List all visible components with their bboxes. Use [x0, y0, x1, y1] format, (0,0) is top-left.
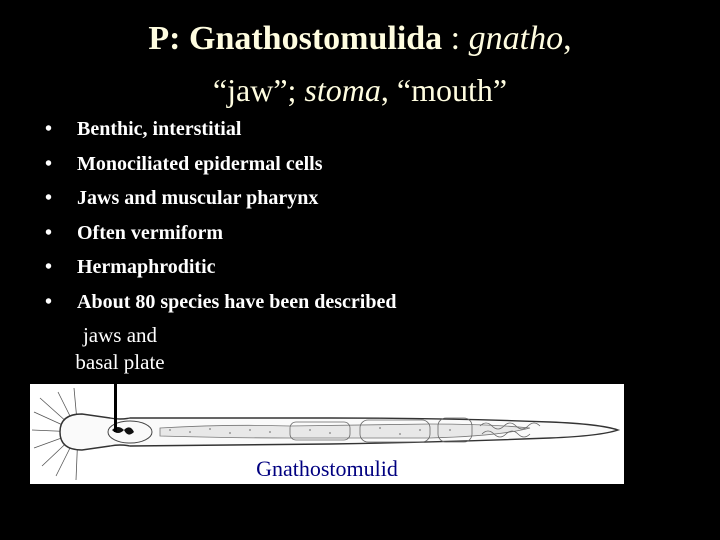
gut: [160, 424, 530, 438]
callout-line2: basal plate: [75, 350, 165, 374]
bullet-text: Jaws and muscular pharynx: [77, 187, 319, 210]
bullet-item: [45, 185, 396, 220]
title-jaw: “jaw”;: [212, 72, 305, 108]
bullet-dot: •: [45, 256, 53, 279]
callout-pointer-line: [114, 382, 117, 432]
title-gnatho: gnatho: [468, 20, 564, 57]
bullet-dot: •: [45, 221, 53, 244]
slide-title-line1: [0, 20, 720, 58]
bullet-item: [45, 151, 396, 186]
bullet-item: [45, 289, 396, 324]
title-taxon: P: Gnathostomulida: [148, 20, 443, 57]
title-mouth: , “mouth”: [380, 72, 508, 108]
bullet-text: Monociliated epidermal cells: [77, 152, 323, 175]
bullet-text: Hermaphroditic: [77, 256, 216, 279]
bullet-text: Often vermiform: [77, 221, 224, 244]
bullet-list: [45, 116, 396, 324]
bullet-text: About 80 species have been described: [77, 290, 397, 313]
bullet-item: [45, 116, 396, 151]
bullet-dot: •: [45, 187, 53, 210]
bullet-text: Benthic, interstitial: [77, 118, 242, 140]
bullet-dot: •: [45, 118, 53, 140]
bullet-item: [45, 220, 396, 255]
title-stoma: stoma: [304, 72, 381, 108]
slide-title-line2: [0, 72, 720, 109]
bullet-dot: •: [45, 152, 53, 175]
figure-caption: Gnathostomulid: [256, 456, 398, 481]
title-separator: :: [442, 20, 469, 57]
bullet-item: [45, 254, 396, 289]
bullet-dot: •: [45, 290, 53, 313]
jaws-callout-label: [60, 322, 180, 376]
callout-line1: jaws and: [82, 323, 158, 347]
title-comma: ,: [563, 20, 572, 57]
gnathostomulid-figure: [30, 384, 624, 484]
